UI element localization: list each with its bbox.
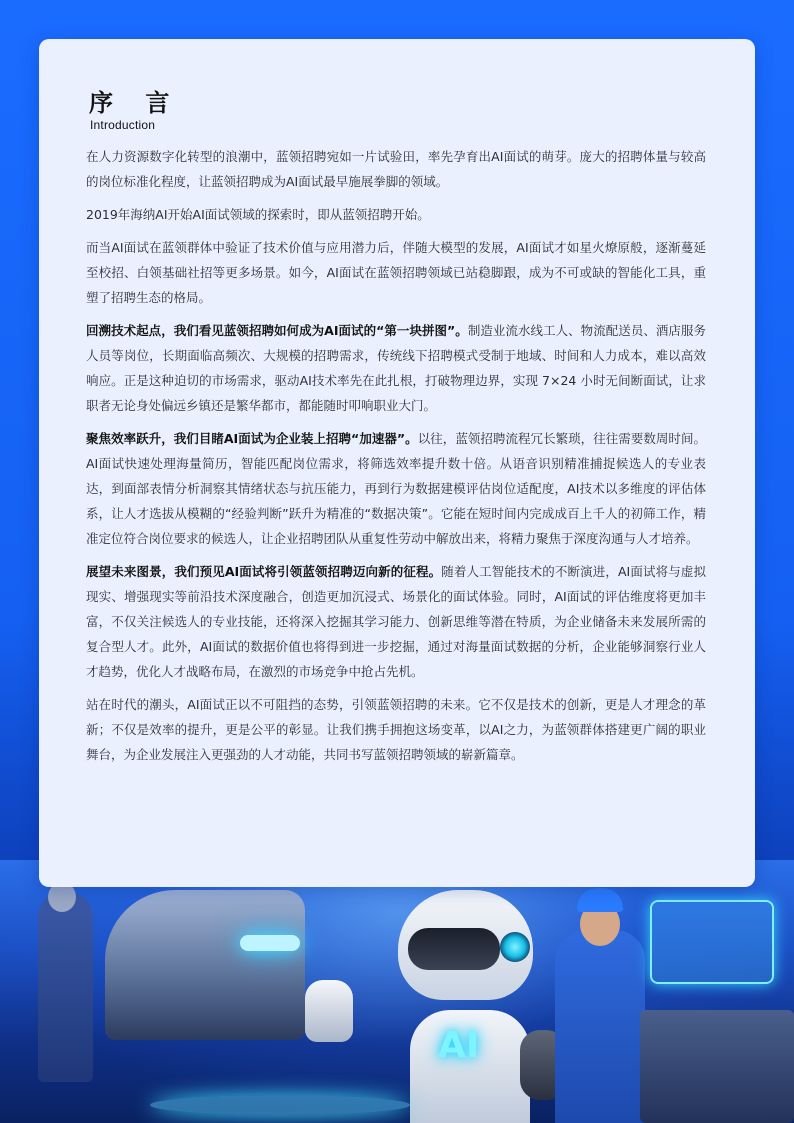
page-title: 序 言 xyxy=(89,89,182,117)
paragraph-text: 站在时代的潮头，AI面试正以不可阻挡的态势，引领蓝领招聘的未来。它不仅是技术的创新，更是人才理念的革新；不仅是效率的提升，更是公平的彰显。让我们携手拥抱这场变革，以AI之力，为蓝领群体搭建更广阔的职业舞台，为企业发展注入更强劲的人才动能，共同书写蓝领招聘领域的崭新篇章。 xyxy=(86,697,706,762)
robot-vr-visor xyxy=(408,928,500,970)
worker-right-body xyxy=(555,930,645,1123)
floor-glow xyxy=(150,1095,410,1115)
factory-illustration xyxy=(0,860,794,1123)
paragraph-lead: 展望未来图景，我们预见AI面试将引领蓝领招聘迈向新的征程。 xyxy=(86,564,442,579)
robot-ear-light xyxy=(500,932,530,962)
holographic-screen xyxy=(650,900,774,984)
paragraph xyxy=(86,235,706,310)
robotic-machine xyxy=(105,890,305,1040)
preface-card xyxy=(39,39,755,887)
paragraph-text: 而当AI面试在蓝领群体中验证了技术价值与应用潜力后，伴随大模型的发展，AI面试才如星火燎原般，逐渐蔓延至校招、白领基础社招等更多场景。如今，AI面试在蓝领招聘领域已站稳脚跟，成为不可或缺的智能化工具，重塑了招聘生态的格局。 xyxy=(86,240,706,305)
hard-hat-icon xyxy=(577,888,623,912)
paragraph xyxy=(86,318,706,418)
paragraph-lead: 聚焦效率跃升，我们目睹AI面试为企业装上招聘“加速器”。 xyxy=(86,431,418,446)
robot-hand xyxy=(305,980,353,1042)
paragraph-text: 2019年海纳AI开始AI面试领域的探索时，即从蓝领招聘开始。 xyxy=(86,207,430,222)
paragraph-text: 以往，蓝领招聘流程冗长繁琐，往往需要数周时间。AI面试快速处理海量简历，智能匹配岗位需求，将筛选效率提升数十倍。从语音识别精准捕捉候选人的专业表达，到面部表情分析洞察其情绪状态与抗压能力，再到行为数据建模评估岗位适配度，AI技术以多维度的评估体系，让人才选拔从模糊的“经验判断”跃升为精准的“数据决策”。它能在短时间内完成成百上千人的初筛工作，精准定位符合岗位要求的候选人，让企业招聘团队从重复性劳动中解放出来，将精力聚焦于深度沟通与人才培养。 xyxy=(86,431,706,546)
paragraph xyxy=(86,202,706,227)
preface-body xyxy=(86,144,706,775)
machine-glow-light xyxy=(240,935,300,951)
paragraph xyxy=(86,692,706,767)
page-subtitle: Introduction xyxy=(90,118,156,132)
paragraph-text: 制造业流水线工人、物流配送员、酒店服务人员等岗位，长期面临高频次、大规模的招聘需求，传统线下招聘模式受制于地域、时间和人力成本，难以高效响应。正是这种迫切的市场需求，驱动AI技术率先在此扎根，打破物理边界，实现 7×24 小时无间断面试，让求职者无论身处偏远乡镇还是繁华都市，都能随时叩响职业大门。 xyxy=(86,323,706,413)
paragraph-text: 在人力资源数字化转型的浪潮中，蓝领招聘宛如一片试验田，率先孕育出AI面试的萌芽。庞大的招聘体量与较高的岗位标准化程度，让蓝领招聘成为AI面试最早施展拳脚的领域。 xyxy=(86,149,706,189)
worker-left-body xyxy=(38,892,93,1082)
paragraph-lead: 回溯技术起点，我们看见蓝领招聘如何成为AI面试的“第一块拼图”。 xyxy=(86,323,468,338)
paragraph xyxy=(86,426,706,551)
robot-chest-label: AI xyxy=(438,1025,480,1066)
paragraph xyxy=(86,144,706,194)
control-machine xyxy=(640,1010,794,1123)
paragraph-text: 随着人工智能技术的不断演进，AI面试将与虚拟现实、增强现实等前沿技术深度融合，创造更加沉浸式、场景化的面试体验。同时，AI面试的评估维度将更加丰富，不仅关注候选人的专业技能，还将深入挖掘其学习能力、创新思维等潜在特质，为企业储备未来发展所需的复合型人才。此外，AI面试的数据价值也将得到进一步挖掘，通过对海量面试数据的分析，企业能够洞察行业人才趋势，优化人才战略布局，在激烈的市场竞争中抢占先机。 xyxy=(86,564,706,679)
paragraph xyxy=(86,559,706,684)
